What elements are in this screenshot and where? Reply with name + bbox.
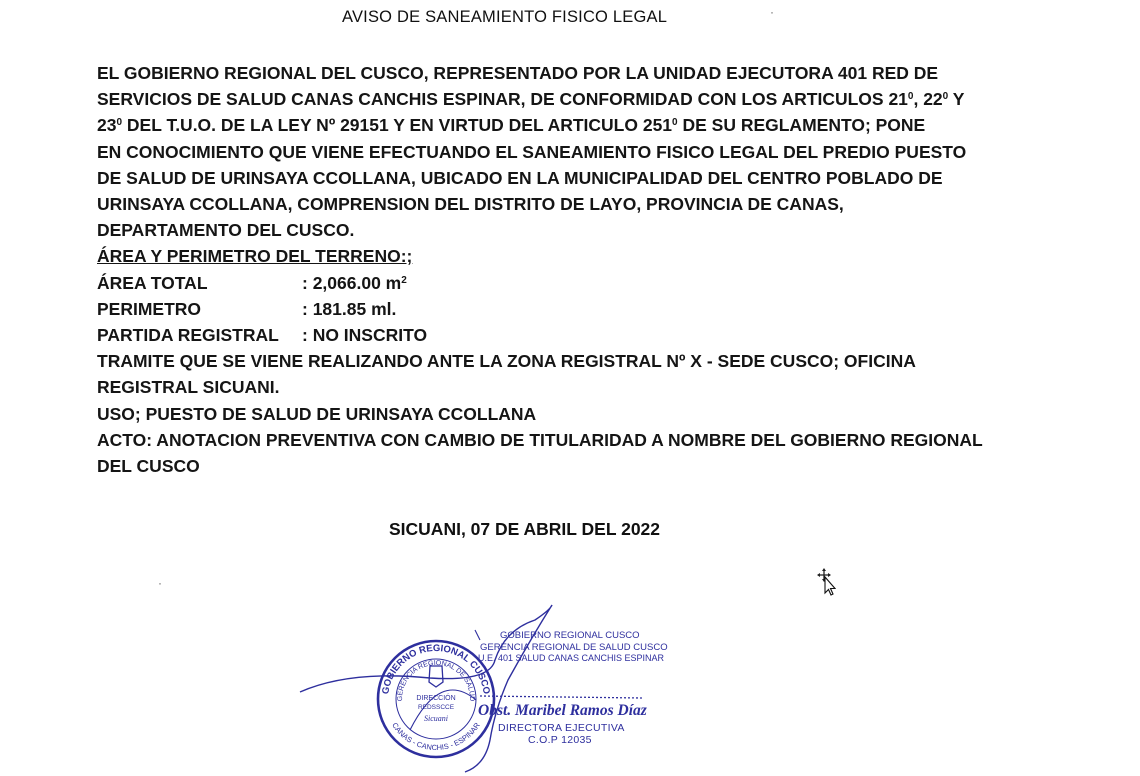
perimeter-row (97, 296, 1010, 322)
notice-line-1: EL GOBIERNO REGIONAL DEL CUSCO, REPRESENTADO POR LA UNIDAD EJECUTORA 401 RED DE (97, 63, 939, 83)
notice-line-5: DE SALUD DE URINSAYA CCOLLANA, UBICADO EN LA MUNICIPALIDAD DEL CENTRO POBLADO DE (97, 167, 943, 188)
sign-org-3: U.E. 401 SALUD CANAS CANCHIS ESPINAR (478, 653, 665, 663)
tramite-line-2: REGISTRAL SICUANI. (97, 377, 280, 398)
seal-inner-text: GERENCIA REGIONAL DE SALUD (396, 659, 476, 702)
coat-of-arms-icon (429, 666, 443, 687)
acto-line-1: ACTO: ANOTACION PREVENTIVA CON CAMBIO DE TITULARIDAD A NOMBRE DEL GOBIERNO REGIONAL (97, 429, 983, 450)
notice-line-6: URINSAYA CCOLLANA, COMPRENSION DEL DISTRITO DE LAYO, PROVINCIA DE CANAS, (97, 194, 844, 215)
perimeter-label: PERIMETRO (97, 298, 202, 319)
corner-mark: · (770, 5, 774, 19)
notice-line-3: $23^0$ DEL T.U.O. DE LA LEY Nº 29151 Y EN VIRTUD DEL ARTICULO $251^0$ DE SU REGLAMENTO; PONE (97, 115, 926, 136)
sign-org-2: GERENCIA REGIONAL DE SALUD CUSCO (480, 642, 668, 653)
signer-cop: C.O.P 12035 (528, 734, 592, 746)
degree-mark: 0 (907, 91, 914, 103)
partida-label: PARTIDA REGISTRAL (97, 325, 279, 346)
uso-line: USO; PUESTO DE SALUD DE URINSAYA CCOLLANA (97, 403, 537, 424)
area-value: : 2,066.00 $m^2$ (302, 272, 407, 293)
seal-center-1: DIRECCIÓN (416, 695, 456, 702)
acto-line-2: DEL CUSCO (97, 456, 200, 477)
notice-line-7: DEPARTAMENTO DEL CUSCO. (97, 220, 355, 241)
signature-block (290, 600, 668, 776)
seal-top-text: GOBIERNO REGIONAL CUSCO (380, 642, 492, 695)
area-row (97, 270, 1010, 296)
page-title: AVISO DE SANEAMIENTO FISICO LEGAL (342, 8, 668, 26)
area-label: ÁREA TOTAL (97, 272, 208, 293)
section-heading: ÁREA Y PERIMETRO DEL TERRENO:; (97, 246, 413, 267)
date-line: SICUANI, 07 DE ABRIL DEL 2022 (389, 519, 661, 539)
partida-row (97, 322, 1010, 348)
move-cursor-icon (816, 568, 836, 596)
degree-mark: 0 (942, 91, 949, 103)
degree-mark: 0 (116, 117, 123, 129)
seal-bottom-text: CANAS - CANCHIS - ESPINAR (390, 720, 482, 753)
sign-org-1: GOBIERNO REGIONAL CUSCO (500, 630, 640, 641)
perimeter-value: : 181.85 ml. (302, 298, 397, 319)
tramite-line-1: TRAMITE QUE SE VIENE REALIZANDO ANTE LA ZONA REGISTRAL Nº X - SEDE CUSCO; OFICINA (97, 351, 916, 372)
notice-line-4: EN CONOCIMIENTO QUE VIENE EFECTUANDO EL SANEAMIENTO FISICO LEGAL DEL PREDIO PUESTO (97, 141, 967, 162)
notice-line-2: SERVICIOS DE SALUD CANAS CANCHIS ESPINAR, DE CONFORMIDAD CON LOS ARTICULOS $21^0$, $22^0$ Y (97, 89, 965, 110)
document-body (97, 60, 1010, 479)
signer-name: Obst. Maribel Ramos Díaz (478, 702, 647, 719)
seal-center-2: REDSSCCE (417, 704, 455, 711)
degree-mark: 0 (672, 117, 678, 129)
seal-center-3: Sicuani (424, 714, 448, 723)
speck: · (158, 576, 162, 590)
partida-value: : NO INSCRITO (302, 325, 428, 346)
signer-role: DIRECTORA EJECUTIVA (498, 722, 625, 734)
